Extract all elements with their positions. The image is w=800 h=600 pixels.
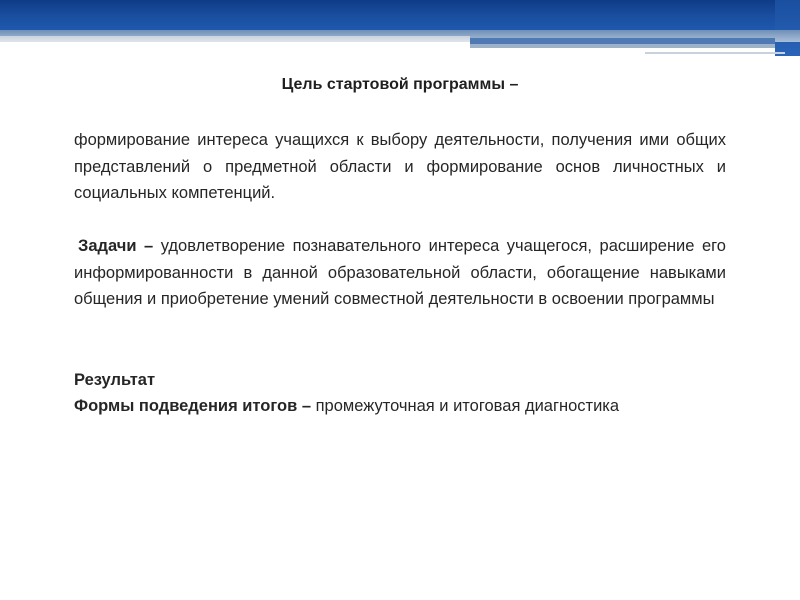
header-gray-stripe (470, 44, 775, 48)
header-thin-line (645, 52, 785, 54)
goal-paragraph: формирование интереса учащихся к выбору деятельности, получения ими общих представлений о предметной области и формирование основ личностных и социальных компетенций. (74, 131, 726, 202)
tasks-text: удовлетворение познавательного интереса учащегося, расширение его информированности в данной образовательной области, обогащение навыками общения и приобретение умений совместной деятельности в освоении программы (74, 237, 726, 308)
header-band-tail (775, 0, 800, 56)
tasks-label: Задачи – (78, 237, 154, 255)
header-white-line (0, 42, 470, 44)
slide-title: Цель стартовой программы – (281, 76, 519, 93)
summary-forms-paragraph (74, 393, 726, 420)
summary-forms-label: Формы подведения итогов – (74, 397, 312, 415)
tasks-paragraph (74, 233, 726, 313)
result-heading: Результат (74, 371, 156, 389)
header-band (0, 0, 800, 30)
summary-forms-text: промежуточная и итоговая диагностика (311, 397, 620, 415)
